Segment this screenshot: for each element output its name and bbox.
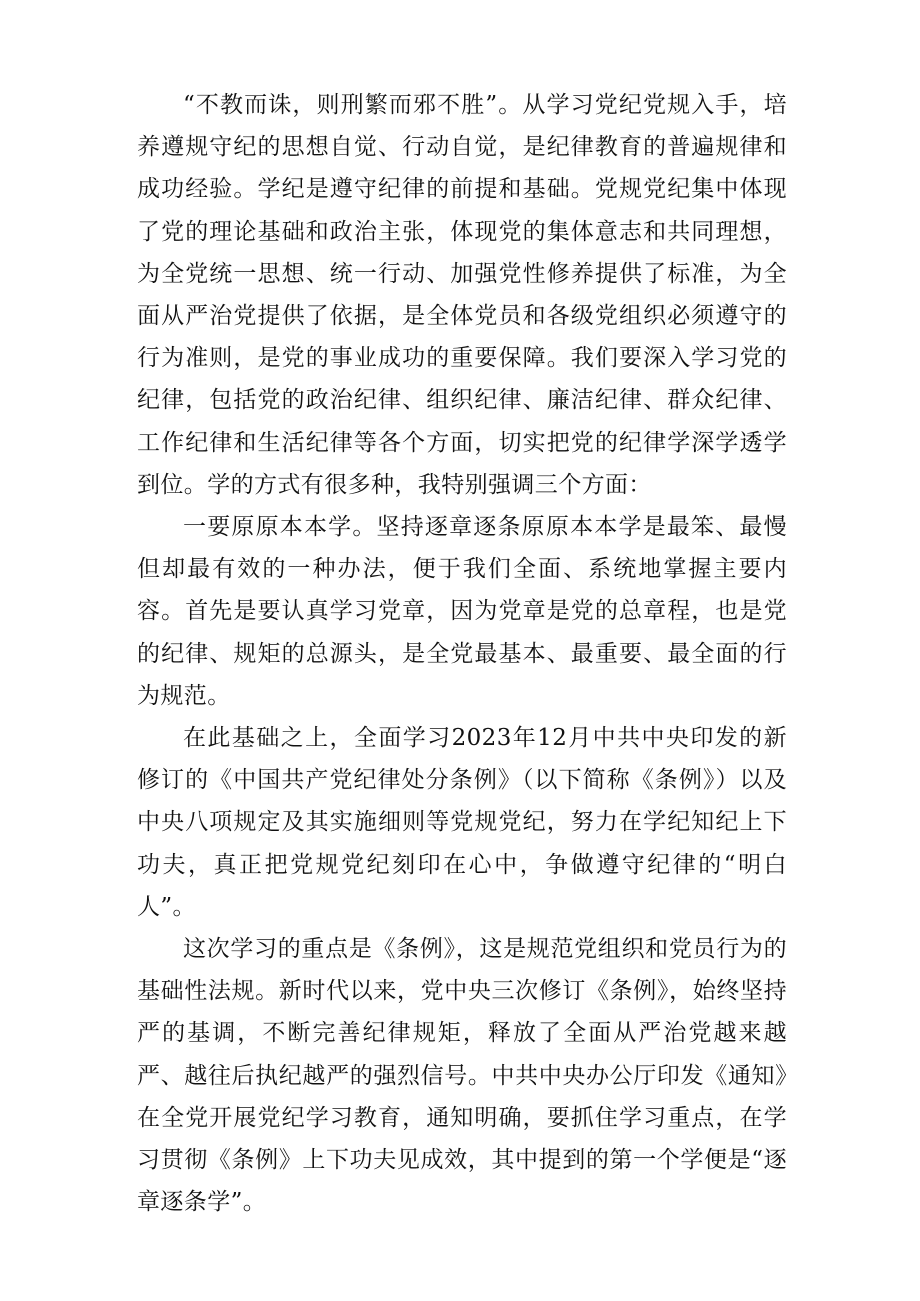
paragraph: 在此基础之上，全面学习2023年12月中共中央印发的新修订的《中国共产党纪律处分条例》（以下简称《条例》）以及中央八项规定及其实施细则等党规党纪，努力在学纪知纪上下功夫，真正把党规党纪刻印在心中，争做遵守纪律的“明白人”。 — [137, 725, 787, 920]
body-text — [137, 84, 787, 1223]
paragraph: 一要原原本本学。坚持逐章逐条原原本本学是最笨、最慢但却最有效的一种办法，便于我们全面、系统地掌握主要内容。首先是要认真学习党章，因为党章是党的总章程，也是党的纪律、规矩的总源头，是全党最基本、最重要、最全面的行为规范。 — [137, 514, 787, 709]
paragraph: “不教而诛，则刑繁而邪不胜”。从学习党纪党规入手，培养遵规守纪的思想自觉、行动自觉，是纪律教育的普遍规律和成功经验。学纪是遵守纪律的前提和基础。党规党纪集中体现了党的理论基础和政治主张，体现党的集体意志和共同理想，为全党统一思想、统一行动、加强党性修养提供了标准，为全面从严治党提供了依据，是全体党员和各级党组织必须遵守的行为准则，是党的事业成功的重要保障。我们要深入学习党的纪律，包括党的政治纪律、组织纪律、廉洁纪律、群众纪律、工作纪律和生活纪律等各个方面，切实把党的纪律学深学透学到位。学的方式有很多种，我特别强调三个方面： — [137, 92, 787, 498]
paragraph: 这次学习的重点是《条例》，这是规范党组织和党员行为的基础性法规。新时代以来，党中央三次修订《条例》，始终坚持严的基调，不断完善纪律规矩，释放了全面从严治党越来越严、越往后执纪越严的强烈信号。中共中央办公厅印发《通知》在全党开展党纪学习教育，通知明确，要抓住学习重点，在学习贯彻《条例》上下功夫见成效，其中提到的第一个学便是“逐章逐条学”。 — [137, 936, 787, 1216]
